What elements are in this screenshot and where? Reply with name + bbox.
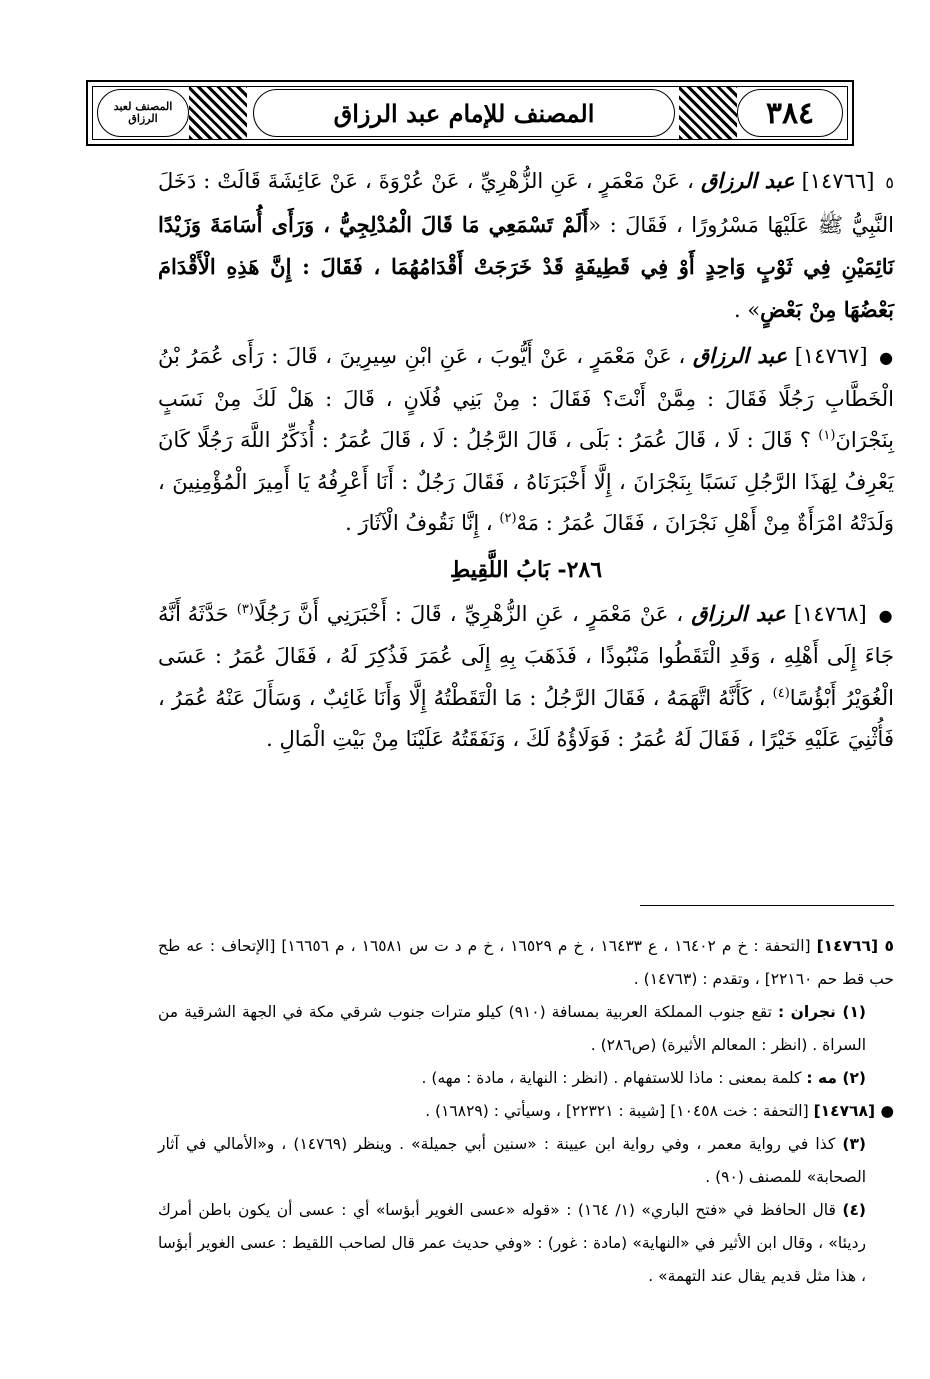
body-text: ، عَنْ مَعْمَرٍ ، عَنِ الزُّهْرِيِّ ، قَالَ : أَخْبَرَنِي أَنَّ رَجُلًا: [253, 601, 684, 626]
footnote-tag: (٤): [842, 1201, 866, 1219]
header-ornament-right: [679, 87, 737, 139]
footnote-tag: (١) نجران :: [777, 1003, 866, 1021]
matn-text: أَلَمْ تَسْمَعِي مَا قَالَ الْمُدْلِجِيُّ ، وَرَأَى أُسَامَةَ وَزَيْدًا نَائِمَيْنِ فِي ثَوْبٍ وَاحِدٍ أَوْ فِي قَطِيفَةٍ قَدْ خَرَجَتْ أَقْدَامُهُمَا ، فَقَالَ : إِنَّ هَذِهِ الْأَقْدَامَ بَعْضُهَا مِنْ بَعْضٍ: [158, 211, 894, 322]
header-title-cartouche: [253, 89, 675, 137]
footnote-text: [التحفة : خت ١٠٤٥٨] [شيبة : ٢٢٣٢١] ، وسيأتي : (١٦٨٢٩) .: [425, 1102, 809, 1120]
body-text: ، إِنَّا نَقُوفُ الْآثَارَ .: [345, 511, 493, 535]
author-name: عبد الرزاق: [700, 168, 795, 193]
hadith-number: [١٤٧٦٨]: [793, 601, 867, 626]
chapter-heading: ٢٨٦- بَابُ اللَّقِيطِ: [449, 556, 603, 583]
book-title: المصنف للإمام عبد الرزاق: [333, 98, 595, 128]
page-number: ٣٨٤: [765, 95, 815, 131]
publisher-logo: [97, 89, 189, 137]
footnote-2: [158, 1062, 894, 1095]
entry-marker: ●: [879, 348, 894, 367]
hadith-entry-14767: [158, 335, 894, 545]
footnote-text: [التحفة : خ م ١٦٤٠٢ ، ع ١٦٤٣٣ ، خ م ١٦٥٢٩ ، خ م د ت س ١٦٥٨١ ، م ١٦٦٥٦] [الإتحاف : عه طح حب قط حم ٢٢١٦٠] ، وتقدم : (١٤٧٦٣) .: [158, 937, 894, 988]
body-text: حَدَّثَهُ أَنَّهُ جَاءَ إِلَى أَهْلِهِ ، وَقَدِ الْتَقَطُوا مَنْبُوذًا ، فَذَهَبَ بِهِ إِلَى عُمَرَ فَذُكِرَ لَهُ ، فَقَالَ عُمَرُ : عَسَى الْغُوَيْرُ أَبْؤُسًا: [158, 601, 894, 710]
header-ornament-left: [189, 87, 247, 139]
footnote-3: [158, 1128, 894, 1194]
footnote-takhrij-14768: [158, 1095, 894, 1128]
hadith-number: [١٤٧٦٧]: [794, 344, 868, 368]
footnotes: [158, 930, 894, 1293]
body-text: ؟ قَالَ : لَا ، قَالَ عُمَرُ : بَلَى ، قَالَ الرَّجُلُ : لَا ، قَالَ عُمَرُ : أُذَكِّرُ اللَّهَ رَجُلًا كَانَ يَعْرِفُ لِهَذَا الرَّجُلِ نَسَبًا بِنَجْرَانَ ، إِلَّا أَخْبَرَنَاهُ ، فَقَالَ رَجُلٌ : أَنَا أَعْرِفُهُ يَا أَمِيرَ الْمُؤْمِنِينَ ، وَلَدَتْهُ امْرَأَةٌ مِنْ أَهْلِ نَجْرَانَ ، فَقَالَ عُمَرُ : مَهْ: [158, 428, 894, 535]
footnote-text: قال الحافظ في «فتح الباري» (١/ ١٦٤) : «قوله «عسى الغوير أبؤسا» أي : عسى أن يكون باطن أمرك رديئا» ، وقال ابن الأثير في «النهاية» (مادة : غور) : «وفي حديث عمر قال لصاحب اللقيط : عسى الغوير أبؤسا ، هذا مثل قديم يقال عند التهمة» .: [158, 1201, 866, 1285]
footnote-divider: [640, 905, 894, 906]
hadith-number: [١٤٧٦٦]: [801, 169, 875, 193]
footnote-tag: ● [١٤٧٦٨]: [813, 1102, 894, 1120]
page-number-cartouche: [737, 89, 843, 137]
author-name: عبد الرزاق: [691, 600, 786, 626]
isnad-text: ، عَنْ مَعْمَرٍ ، عَنِ الزُّهْرِيِّ ، عَنْ عُرْوَةَ ، عَنْ عَائِشَةَ قَالَتْ : دَخَلَ النَّبِيُّ ﷺ عَلَيْهَا مَسْرُورًا ، فَقَالَ : «: [158, 169, 894, 237]
body-text: ، كَأَنَّهُ اتَّهَمَهُ ، فَقَالَ الرَّجُلُ : مَا الْتَقَطْتُهُ إِلَّا وَأَنَا غَائِبٌ ، وَسَأَلَ عَنْهُ عُمَرُ ، فَأُثْنِيَ عَلَيْهِ خَيْرًا ، فَقَالَ لَهُ عُمَرُ : فَوَلَاؤُهُ لَكَ ، وَنَفَقَتُهُ عَلَيْنَا مِنْ بَيْتِ الْمَالِ .: [158, 685, 894, 751]
hadith-entry-14768: [158, 593, 894, 761]
footnote-tag: (٣): [842, 1135, 866, 1153]
footnote-tag: ٥ [١٤٧٦٦]: [816, 937, 894, 955]
footnote-text: كلمة بمعنى : ماذا للاستفهام . (انظر : النهاية ، مادة : مهه) .: [421, 1069, 802, 1087]
entry-marker: ٥: [885, 173, 894, 192]
footnote-ref[interactable]: (١): [818, 428, 836, 443]
footnote-text: كذا في رواية معمر ، وفي رواية ابن عيينة : «سنين أبي جميلة» . وينظر (١٤٧٦٩) ، و«الأمالي في آثار الصحابة» للمصنف (٩٠) .: [158, 1135, 866, 1186]
main-text: [158, 160, 894, 761]
entry-marker: ●: [878, 605, 894, 625]
footnote-ref[interactable]: (٣): [236, 601, 254, 617]
footnote-text: تقع جنوب المملكة العربية بمسافة (٩١٠) كيلو مترات جنوب شرقي مكة في الجهة الشرقية من السراة . (انظر : المعالم الأثيرة) (ص٢٨٦) .: [158, 1003, 866, 1054]
footnote-tag: (٢) مه :: [806, 1069, 866, 1087]
footnote-takhrij-14766: [158, 930, 894, 996]
header-frame: [92, 86, 848, 140]
logo-text: المصنف لعبد الرزاق: [113, 100, 173, 125]
footnote-ref[interactable]: (٢): [499, 511, 517, 526]
author-name: عبد الرزاق: [692, 343, 788, 368]
footnote-ref[interactable]: (٤): [772, 685, 790, 701]
hadith-entry-14766: [158, 160, 894, 331]
page-header: [86, 80, 854, 146]
footnote-4: [158, 1194, 894, 1293]
body-text: ، عَنْ مَعْمَرٍ ، عَنْ أَيُّوبَ ، عَنِ ابْنِ سِيرِينَ ، قَالَ : رَأَى عُمَرُ بْنُ الْخَطَّابِ رَجُلًا فَقَالَ : مِمَّنْ أَنْتَ؟ فَقَالَ : مِنْ بَنِي فُلَانٍ ، قَالَ : هَلْ لَكَ مِنْ نَسَبٍ بِنَجْرَانَ: [158, 344, 894, 452]
footnote-1: [158, 996, 894, 1062]
closing-text: » .: [733, 297, 761, 322]
